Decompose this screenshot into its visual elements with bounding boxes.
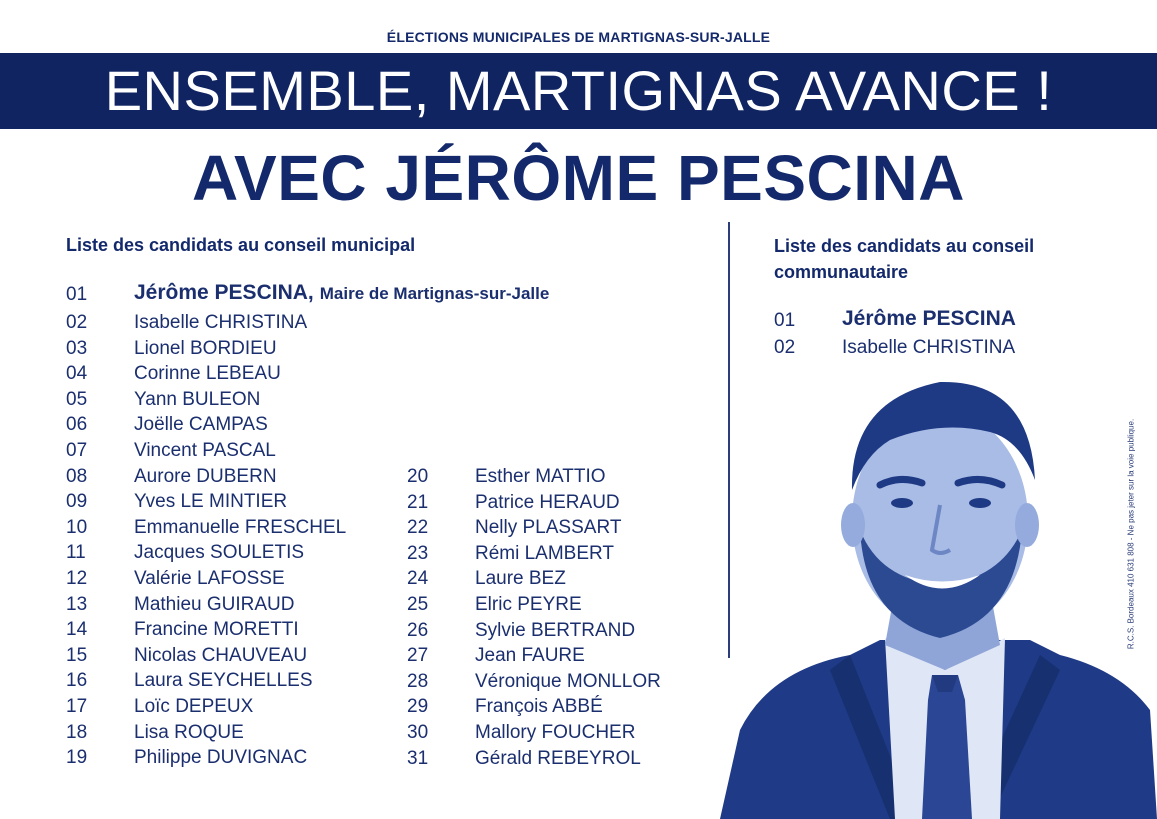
- candidate-name: Francine MORETTI: [134, 619, 299, 641]
- candidate-headline: AVEC JÉRÔME PESCINA: [192, 142, 965, 214]
- candidate-name: Lionel BORDIEU: [134, 337, 277, 359]
- list-number: 01: [66, 284, 88, 305]
- candidate-name: Yves LE MINTIER: [134, 491, 288, 513]
- list-number: 30: [407, 722, 429, 743]
- candidate-name: Vincent PASCAL: [134, 440, 276, 461]
- list-number: 20: [407, 466, 429, 487]
- list-number: 01: [774, 310, 796, 331]
- list-number: 06: [66, 414, 88, 436]
- list-number: 12: [66, 568, 88, 589]
- slogan-banner: ENSEMBLE, MARTIGNAS AVANCE !: [0, 53, 1157, 129]
- candidate-name: Gérald REBEYROL: [475, 747, 641, 769]
- candidate-name: Aurore DUBERN: [134, 465, 277, 487]
- candidate-name: Jean FAURE: [475, 645, 585, 667]
- list-number: 27: [407, 645, 429, 667]
- community-title-line: Liste des candidats au conseil: [774, 236, 1035, 256]
- candidate-name: François ABBÉ: [475, 696, 603, 718]
- election-subtitle: ÉLECTIONS MUNICIPALES DE MARTIGNAS-SUR-JALLE: [386, 29, 771, 45]
- candidate-name: Lisa ROQUE: [134, 721, 244, 743]
- lead-name: Jérôme PESCINA,: [134, 281, 314, 304]
- list-number: 18: [66, 721, 88, 743]
- candidate-name: Philippe DUVIGNAC: [134, 747, 308, 769]
- list-number: 25: [407, 594, 429, 615]
- candidate-name: Nicolas CHAUVEAU: [134, 644, 308, 666]
- list-number: 21: [407, 491, 429, 513]
- list-number: 07: [66, 440, 88, 461]
- candidate-name: Véronique MONLLOR: [475, 670, 661, 692]
- candidate-name: [134, 281, 549, 306]
- list-number: 11: [66, 542, 86, 564]
- list-number: 14: [66, 619, 88, 641]
- candidate-name: Mathieu GUIRAUD: [134, 593, 295, 615]
- candidate-name: Isabelle CHRISTINA: [134, 312, 308, 333]
- candidate-name: Laura SEYCHELLES: [134, 670, 313, 692]
- candidate-name: Nelly PLASSART: [475, 517, 622, 539]
- legal-notice: [1122, 395, 1140, 673]
- list-number: 08: [66, 465, 88, 487]
- candidate-name: Patrice HERAUD: [475, 491, 620, 513]
- candidate-name: Sylvie BERTRAND: [475, 619, 636, 641]
- community-list-title: [774, 233, 1034, 285]
- list-number: 16: [66, 670, 88, 692]
- candidate-role: Maire de Martignas-sur-Jalle: [319, 284, 550, 303]
- list-number: 02: [774, 337, 796, 358]
- list-number: 15: [66, 644, 88, 666]
- list-number: 02: [66, 312, 88, 333]
- list-number: 19: [66, 747, 88, 769]
- candidate-name: Jérôme PESCINA: [842, 307, 1016, 330]
- legal-text: R.C.S. Bordeaux 410 631 808 - Ne pas jeter sur la voie publique.: [1126, 418, 1136, 650]
- list-number: 24: [407, 568, 429, 590]
- list-number: 22: [407, 517, 429, 539]
- candidate-name: Joëlle CAMPAS: [134, 414, 268, 436]
- candidate-name: Rémi LAMBERT: [475, 542, 615, 564]
- candidate-name: Esther MATTIO: [475, 466, 606, 487]
- candidate-name: Corinne LEBEAU: [134, 363, 281, 385]
- list-number: 17: [66, 696, 88, 717]
- list-number: 10: [66, 516, 88, 538]
- list-number: 23: [407, 542, 429, 564]
- candidate-name: Isabelle CHRISTINA: [842, 337, 1016, 358]
- list-number: 26: [407, 619, 429, 641]
- list-number: 03: [66, 337, 88, 359]
- candidate-portrait: [700, 370, 1157, 819]
- candidate-name: Loïc DEPEUX: [134, 696, 254, 717]
- candidate-name: Yann BULEON: [134, 388, 261, 410]
- community-title-line: communautaire: [774, 262, 909, 282]
- candidate-name: Elric PEYRE: [475, 594, 582, 615]
- list-number: 09: [66, 491, 88, 513]
- list-number: 28: [407, 670, 429, 692]
- municipal-list-title: Liste des candidats au conseil municipal: [66, 235, 416, 255]
- candidate-name: Valérie LAFOSSE: [134, 568, 285, 589]
- candidate-name: Jacques SOULETIS: [134, 542, 305, 564]
- candidate-name: Mallory FOUCHER: [475, 722, 636, 743]
- list-number: 04: [66, 363, 88, 385]
- list-number: 31: [407, 747, 429, 769]
- list-number: 05: [66, 388, 88, 410]
- list-number: 13: [66, 593, 88, 615]
- candidate-name: Emmanuelle FRESCHEL: [134, 516, 347, 538]
- list-number: 29: [407, 696, 429, 718]
- candidate-name: Laure BEZ: [475, 568, 566, 590]
